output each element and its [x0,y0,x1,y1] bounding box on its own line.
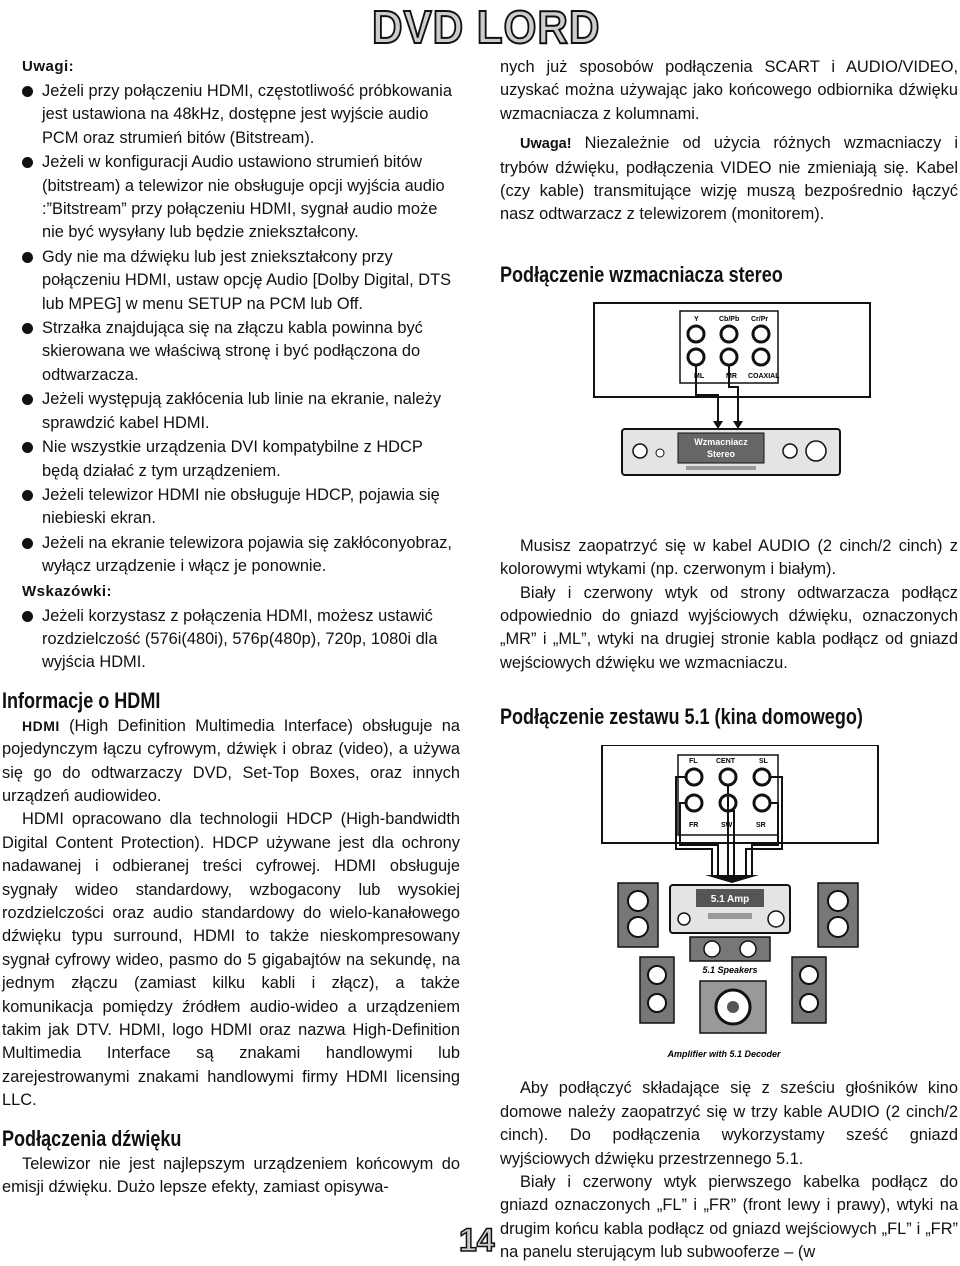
note-item: Jeżeli telewizor HDMI nie obsługuje HDCP, pojawia się niebieski ekran. [22,484,460,531]
label-fl: FL [689,758,698,766]
home-paragraph-1: Aby podłączyć składające się z sześciu głośników kino domowe należy zaopatrzyć się w trzy kable AUDIO (2 cinch/2 cinch). Do podłączenia wykorzystamy sześć gniazd wyjściowych dźwięku przestrzennego 5.1. [500,1079,958,1168]
stereo-diagram [500,301,958,501]
stereo-heading: Podłączenie wzmacniacza stereo [500,261,783,287]
jack-cent [720,769,736,785]
jack-y [688,326,704,342]
uwaga-paragraph [500,132,958,227]
speaker-center [690,937,770,961]
jack-cb [721,326,737,342]
audio-heading: Podłączenia dźwięku [2,1125,182,1151]
hdmi-paragraph-1-text: (High Definition Multimedia Interface) obsługuje na pojedynczym łączu cyfrowym, dźwięk i obraz (video), a używa się go do odtwarzaczy DVD, Set-Top Boxes, oraz innych urządzeń audiowideo. [2,716,460,805]
amp-label-2: Stereo [706,448,736,459]
hdmi-label: HDMI [22,717,60,734]
note-item: Nie wszystkie urządzenia DVI kompatybilne z HDCP będą działać z tym urządzeniem. [22,436,460,483]
stereo-paragraph-2: Biały i czerwony wtyk od strony odtwarzacza podłącz odpowiednio do gniazd wyjściowych dźwięku, oznaczonych „MR” i „ML”, wtyki na drugiej stronie kabla podłącz od gniazd wejściowych dźwięku we wzmacniaczu. [500,583,958,672]
speaker-surround-left [640,957,674,1023]
speaker-front-right [818,883,858,947]
jack-mr [721,349,737,365]
uwaga-label: Uwaga! [520,136,572,153]
label-fr: FR [689,822,699,830]
hdmi-info-heading: Informacje o HDMI [2,687,161,713]
page-number: 14 [459,1222,495,1258]
brand-title: DVD LORD [372,1,601,53]
notes-list [2,80,460,579]
note-item: Gdy nie ma dźwięku lub jest zniekształcony przy połączeniu HDMI, ustaw opcję Audio [Dolby Digital, DTS lub MPEG] w menu SETUP na PCM lub Off. [22,246,460,316]
notes-heading: Uwagi: [22,58,75,75]
home-theater-heading: Podłączenie zestawu 5.1 (kina domowego) [500,704,863,730]
label-ml: ML [694,372,705,380]
continued-paragraph: nych już sposobów podłączenia SCART i AUDIO/VIDEO, uzyskać można używając jako końcowego odbiornika dźwięku wzmacniacza z kolumnami. [500,58,958,123]
label-sl: SL [759,758,768,766]
home-theater-diagram [500,745,958,1063]
tips-heading: Wskazówki: [22,582,113,600]
speaker-front-left [618,883,658,947]
uwaga-text: Niezależnie od użycia różnych wzmacniaczy i trybów dźwięku, podłączenia VIDEO nie zmieniają się. Kabel (czy kable) transmitujące wizję muszą bezpośrednio łączyć nasz odtwarzacz z telewizorem (monitorem). [500,134,958,224]
label-y: Y [694,315,699,323]
label-coaxial: COAXIAL [748,372,780,380]
jack-sl [754,769,770,785]
label-sw: SW [721,822,733,830]
hdmi-paragraph-2: HDMI opracowano dla technologii HDCP (High-bandwidth Digital Content Protection). HDCP używane jest dla ochrony nadawanej i odbieranej treści cyfrowej. HDMI obsługuje sygnały wideo standardowy, wzbogacony lub wysokiej rozdzielczości oraz audio standardowy do wielo-kanałowego dźwięku typu surround, HDMI to także nieskompresowany sygnał cyfrowy wideo, pasmo do 5 gigabajtów na sekundę, na jednym złączu (zamiast kilku kabli i złącz), a także komunikacja pomiędzy źródłem audio-wideo a urządzeniem takim jak DTV. HDMI, logo HDMI oraz nazwa High-Definition Multimedia Interface są znakami handlowymi lub zarejestrowanymi znakami handlowymi firmy HDMI licensing LLC. [2,810,460,1110]
note-item: Jeżeli w konfiguracji Audio ustawiono strumień bitów (bitstream) a telewizor nie obsługuje opcji wyjścia audio :”Bitstream” przy połączeniu HDMI, sygnał audio może nie być wysyłany lub będzie zniekształcony. [22,151,460,245]
label-cb: Cb/Pb [719,315,740,323]
hdmi-paragraph-1 [2,715,460,809]
label-sr: SR [756,822,766,830]
speaker-surround-right [792,957,826,1023]
stereo-paragraph-1: Musisz zaopatrzyć się w kabel AUDIO (2 cinch/2 cinch) z kolorowymi wtykami (np. czerwonym i białym). [500,536,958,579]
jack-cr [753,326,769,342]
audio-paragraph: Telewizor nie jest najlepszym urządzeniem końcowym do emisji dźwięku. Dużo lepsze efekty, zamiast opisywa- [2,1154,460,1197]
note-item: Jeżeli na ekranie telewizora pojawia się zakłóconyobraz, wyłącz urządzenie i włącz je ponownie. [22,532,460,579]
home-paragraph-2: Biały i czerwony wtyk pierwszego kabelka podłącz do gniazd oznaczonych „FL” i „FR” (front lewy i prawy), wtyki na drugim końcu kabla podłącz od gniazd wejściowych „FL” i „FR” na panelu sterującym lub subwooferze – (w [500,1172,958,1262]
amp-caption: Amplifier with 5.1 Decoder [667,1049,781,1060]
note-item: Jeżeli występują zakłócenia lub linie na ekranie, należy sprawdzić kabel HDMI. [22,388,460,435]
jack-ml [688,349,704,365]
note-item: Jeżeli przy połączeniu HDMI, częstotliwość próbkowania jest ustawiona na 48kHz, dostępne jest wyjście audio PCM oraz strumień bitów (Bitstream). [22,80,460,150]
tips-list [2,605,460,675]
right-column [500,56,958,1265]
note-item: Strzałka znajdująca się na złączu kabla powinna być skierowana we właściwą stronę i być podłączona do odtwarzacza. [22,317,460,387]
label-cr: Cr/Pr [751,315,769,323]
jack-fl [686,769,702,785]
left-column [2,56,460,1199]
speakers-label: 5.1 Speakers [702,965,758,976]
subwoofer [700,981,766,1033]
amp-51-label: 5.1 Amp [710,894,750,906]
jack-sr [754,795,770,811]
jack-coaxial [753,349,769,365]
tip-item: Jeżeli korzystasz z połączenia HDMI, możesz ustawić rozdzielczość (576i(480i), 576p(480p), 720p, 1080i dla wyjścia HDMI. [22,605,460,675]
label-cent: CENT [716,758,736,766]
jack-fr [686,795,702,811]
label-mr: MR [726,372,737,380]
amp-label-1: Wzmacniacz [694,436,748,447]
